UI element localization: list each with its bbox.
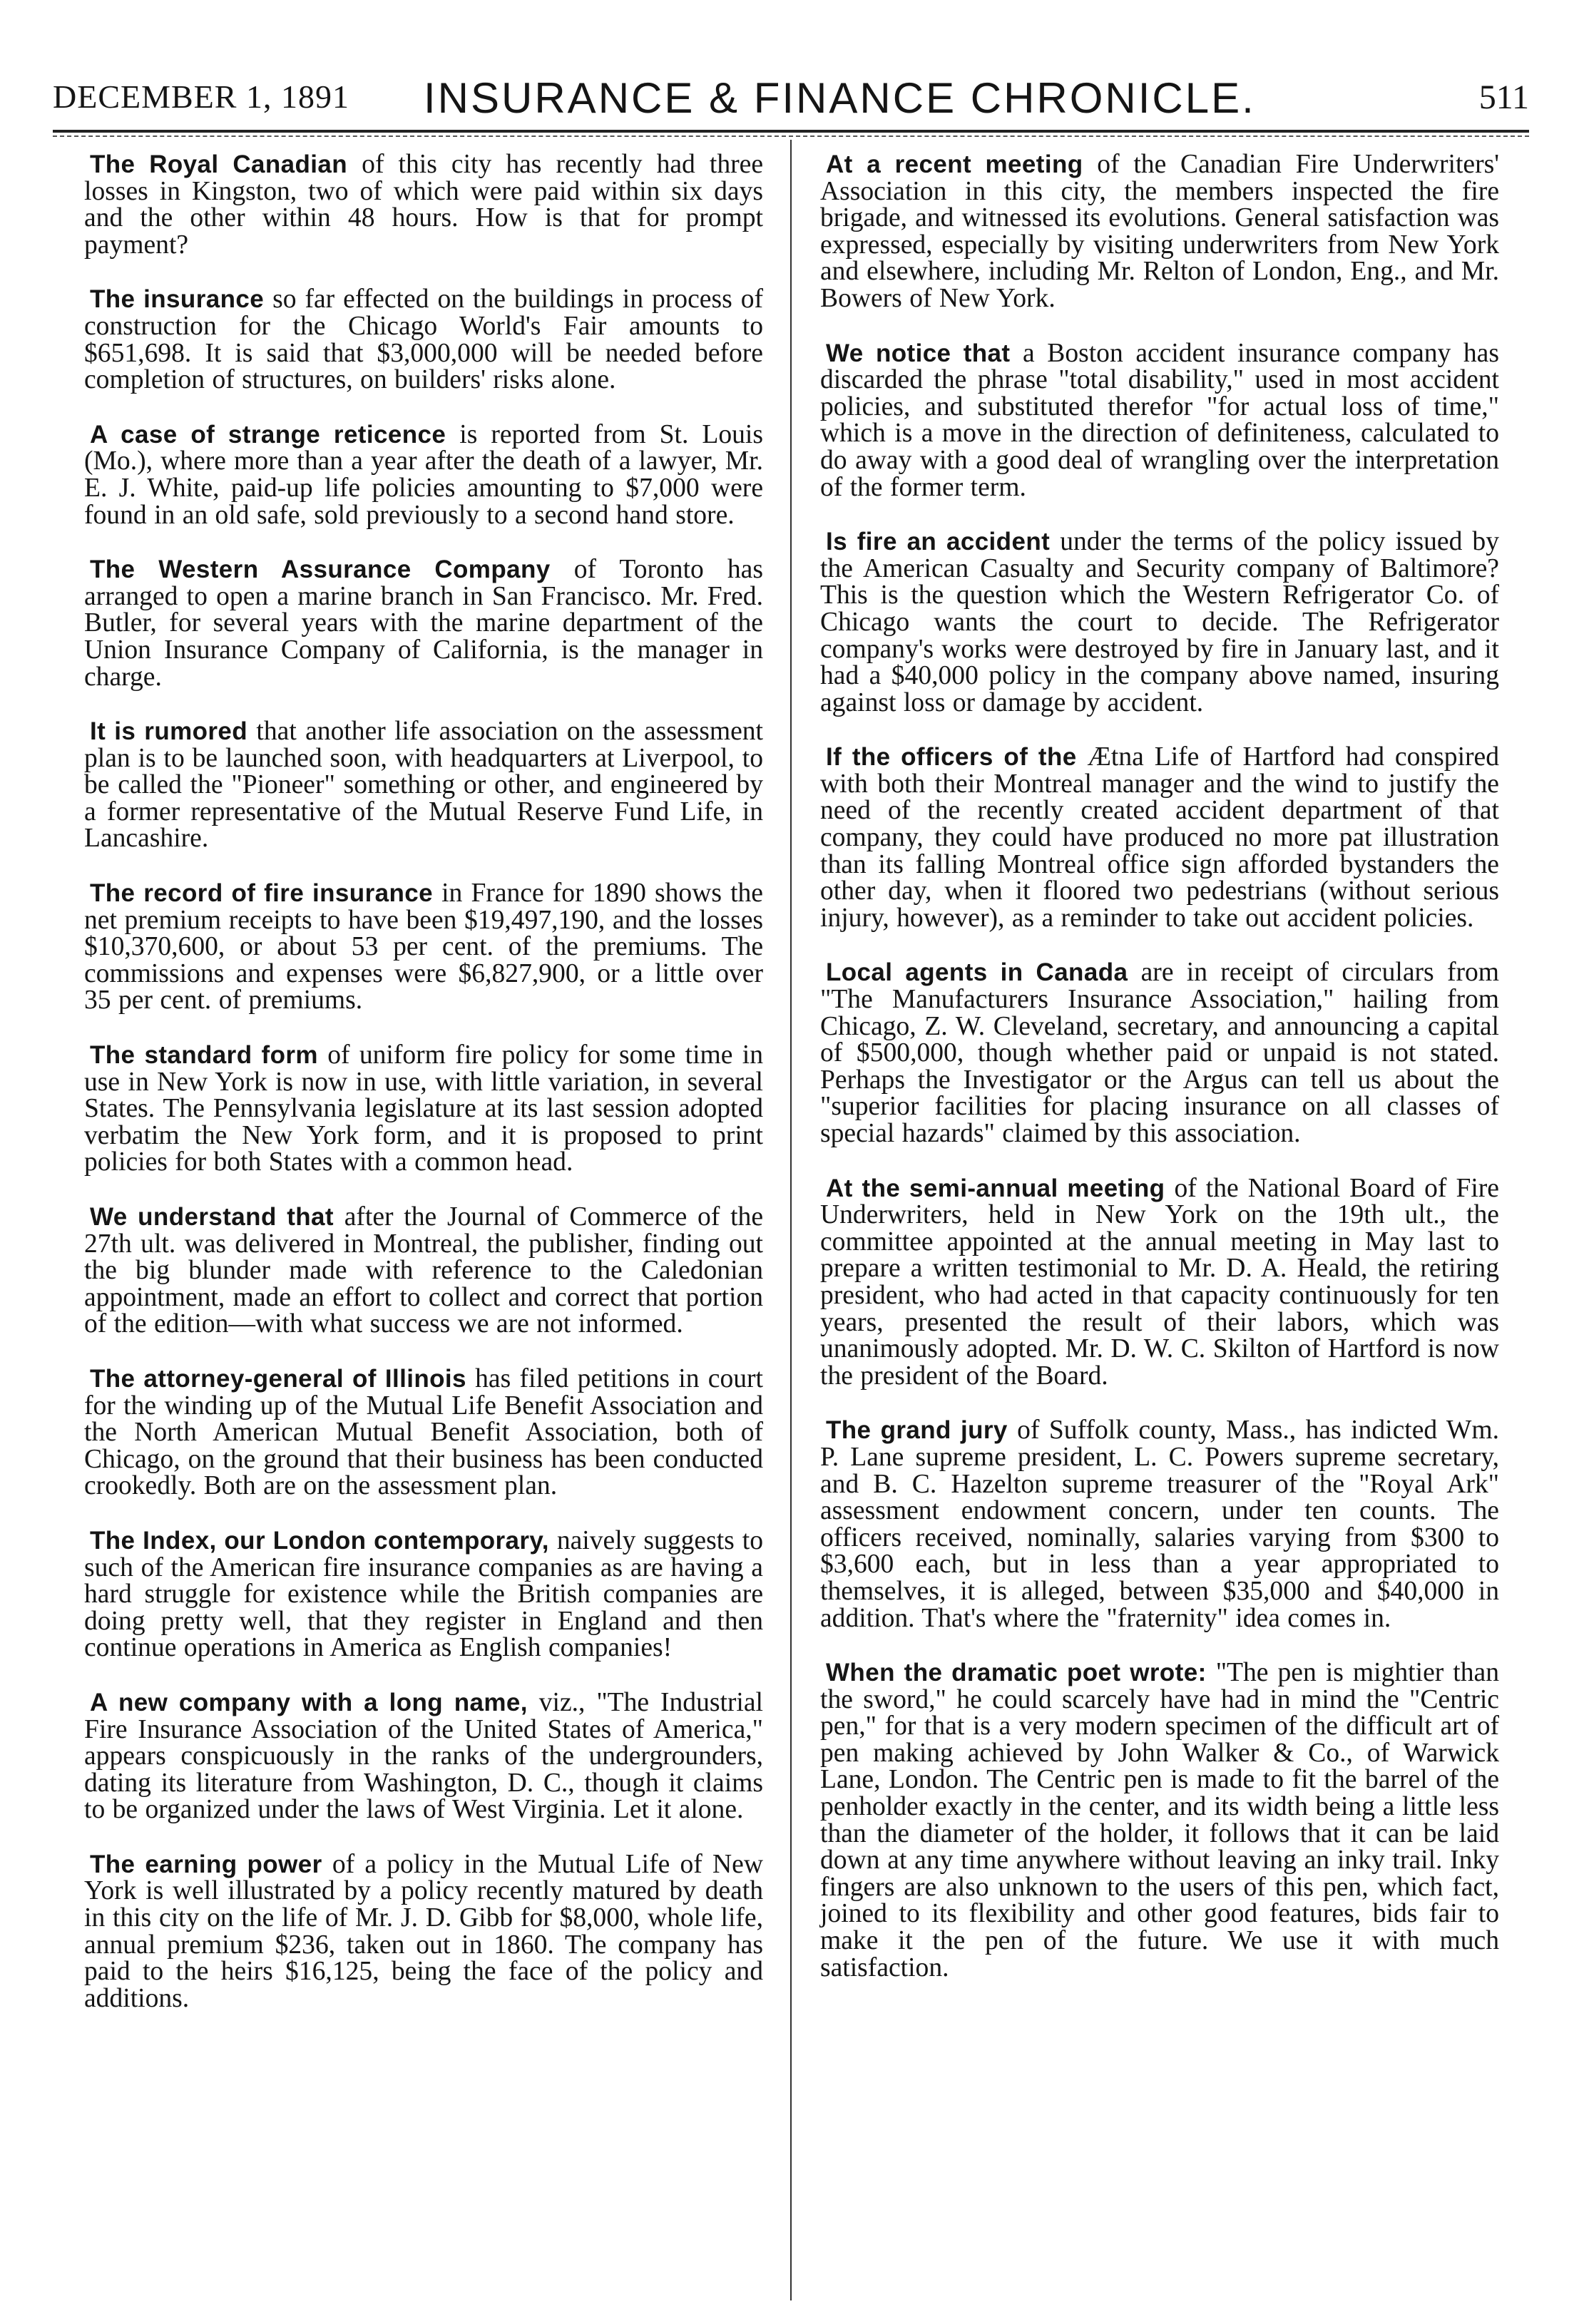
news-item-lead: At a recent meeting [826, 150, 1083, 178]
news-item-body: of the Canadian Fire Underwriters' Association in this city, the members inspected the fire brigade, and witnessed its evolutions. General satisfaction was expressed, especially by visiting underwriters from New York and elsewhere, including Mr. Relton of London, Eng., and Mr. Bowers of New York. [820, 150, 1499, 313]
column-divider [790, 140, 792, 2300]
news-item-body: Ætna Life of Hartford had conspired with both their Montreal manager and the wind to justify the need of the recently created accident department of that company, they could have produced no more pat illustration than its falling Montreal office sign afforded bystanders the other day, when it floored two pedestrians (without serious injury, however), as a reminder to take out accident policies. [820, 742, 1499, 933]
news-item-body: so far effected on the buildings in process of construction for the Chicago World's Fair amounts to $651,698. It is said that $3,000,000 will be needed before completion of structures, on builders' risks alone. [84, 285, 763, 395]
news-item-lead: The record of fire insurance [90, 879, 433, 908]
page-number: 511 [1478, 78, 1529, 116]
news-item-lead: Is fire an accident [826, 528, 1051, 556]
news-item [820, 340, 1499, 501]
news-item-body: that another life association on the assessment plan is to be launched soon, with headquarters at Liverpool, to be called the "Pioneer" something or other, and engineered by a former representative of the Mutual Reserve Fund Life, in Lancashire. [84, 717, 763, 854]
news-item-lead: We notice that [826, 339, 1011, 367]
news-item-lead: When the dramatic poet wrote: [826, 1659, 1207, 1687]
news-item-body: a Boston accident insurance company has discarded the phrase "total disability," used in most accident policies, and substituted therefor "for actual loss of time," which is a move in the direction of definiteness, calculated to do away with a good deal of wrangling over the interpretation of the former term. [820, 338, 1499, 502]
news-item [84, 1689, 763, 1823]
news-item [820, 1175, 1499, 1390]
news-item-lead: The standard form [90, 1041, 318, 1070]
news-item [820, 1659, 1499, 1981]
news-item-body: in France for 1890 shows the net premium receipts to have been $19,497,190, and the losses $10,370,600, or about 53 per cent. of the premiums. The commissions and expenses were $6,827,900, or a little over 35 per cent. of premiums. [84, 879, 763, 1015]
publication-title: INSURANCE & FINANCE CHRONICLE. [424, 74, 1256, 122]
news-item-body: of this city has recently had three losses in Kingston, two of which were paid within six days and the other within 48 hours. How is that for prompt payment? [84, 150, 763, 260]
news-item-body: of the National Board of Fire Underwriters, held in New York on the 19th ult., the committee appointed at the annual meeting in May last to prepare a written testimonial to Mr. D. A. Heald, the retiring president, who had acted in that capacity continuously for ten years, presented the result of their labors, which was unanimously adopted. Mr. D. W. C. Skilton of Hartford is now the president of the Board. [820, 1173, 1499, 1391]
news-item [820, 744, 1499, 931]
news-item-lead: The earning power [90, 1850, 322, 1878]
news-item [84, 151, 763, 258]
news-item-body: has filed petitions in court for the winding up of the Mutual Life Benefit Association and the North American Mutual Benefit Association, both of Chicago, on the ground that their business has been conducted crookedly. Both are on the assessment plan. [84, 1363, 763, 1501]
news-item [84, 1527, 763, 1662]
news-item-lead: A new company with a long name, [90, 1688, 528, 1716]
masthead [53, 73, 1529, 135]
news-item [84, 1363, 763, 1501]
news-item [84, 286, 763, 393]
news-item [820, 1417, 1499, 1632]
masthead-dashed-rule [53, 135, 1529, 137]
news-item-lead: The Royal Canadian [90, 150, 348, 178]
news-item [84, 1204, 763, 1338]
news-item-lead: It is rumored [90, 717, 248, 746]
news-item [84, 421, 763, 528]
news-item-lead: The grand jury [826, 1416, 1008, 1445]
left-column [84, 151, 763, 2039]
news-item [84, 880, 763, 1014]
news-item-lead: At the semi-annual meeting [826, 1174, 1165, 1202]
news-item-lead: The Index, our London contemporary, [90, 1526, 549, 1555]
news-item [84, 556, 763, 690]
news-item-body: are in receipt of circulars from "The Manufacturers Insurance Association," hailing from Chicago, Z. W. Cleveland, secretary, and announcing a capital of $500,000, though whether paid or unpaid is not stated. Perhaps the Investigator or the Argus can tell us about the "superior facilities for placing insurance on all classes of special hazards" claimed by this association. [820, 958, 1499, 1148]
news-item [84, 1042, 763, 1176]
news-item-body: "The pen is mightier than the sword," he could scarcely have had in mind the "Centric pen," for that is a very modern specimen of the difficult art of pen making achieved by John Walker & Co., of Warwick Lane, London. The Centric pen is made to fit the barrel of the penholder exactly in the center, and its width being a little less than the diameter of the holder, it follows that it can be laid down at any time anywhere without leaving an inky trail. Inky fingers are also unknown to the users of this pen, which fact, joined to its flexibility and other good features, bids fair to make it the pen of the future. We use it with much satisfaction. [820, 1658, 1500, 1982]
news-item-lead: The insurance [90, 285, 265, 314]
news-item-lead: The attorney-general of Illinois [90, 1364, 466, 1393]
news-item-body: of Suffolk county, Mass., has indicted Wm. P. Lane supreme president, L. C. Powers supreme secretary, and B. C. Hazelton supreme treasurer of the "Royal Ark" assessment endowment concern, under ten counts. The officers received, nominally, salaries varying from $300 to $3,600 each, but in less than a year appropriated to themselves, it is alleged, between $35,000 and $40,000 in addition. That's where the "fraternity" idea comes in. [820, 1416, 1499, 1633]
news-item-body: of Toronto has arranged to open a marine branch in San Francisco. Mr. Fred. Butler, for several years with the marine department of the Union Insurance Company of California, is the manager in charge. [84, 555, 763, 692]
news-item-lead: The Western Assurance Company [90, 556, 551, 584]
news-item [820, 528, 1499, 716]
news-item [84, 718, 763, 852]
news-item-body: naively suggests to such of the American fire insurance companies as are having a hard struggle for existence while the British companies are doing pretty well, that they register in England and then continue operations in America as English companies! [84, 1525, 763, 1663]
news-item-lead: We understand that [90, 1203, 334, 1231]
news-item [84, 1851, 763, 2012]
masthead-rule [53, 130, 1529, 133]
news-item-body: of uniform fire policy for some time in use in New York is now in use, with little variation, in several States. The Pennsylvania legislature at its last session adopted verbatim the New York form, and it is proposed to print policies for both States with a common head. [84, 1040, 763, 1177]
issue-date: DECEMBER 1, 1891 [53, 78, 349, 115]
news-item-body: after the Journal of Commerce of the 27th ult. was delivered in Montreal, the publisher, finding out the big blunder made with reference to the Caledonian appointment, made an effort to collect and correct that portion of the edition—with what success we are not informed. [84, 1202, 763, 1339]
news-item-body: viz., "The Industrial Fire Insurance Association of the United States of America," appears conspicuously in the ranks of the undergrounders, dating its literature from Washington, D. C., though it claims to be organized under the laws of West Virginia. Let it alone. [84, 1687, 763, 1825]
news-item [820, 959, 1499, 1147]
news-item [820, 151, 1499, 312]
news-item-lead: If the officers of the [826, 743, 1077, 772]
news-item-body: is reported from St. Louis (Mo.), where more than a year after the death of a lawyer, Mr. E. J. White, paid-up life policies amounting to $7,000 were found in an old safe, sold previously to a second hand store. [84, 419, 763, 530]
news-item-lead: Local agents in Canada [826, 958, 1128, 987]
news-item-body: under the terms of the policy issued by the American Casualty and Security company of Baltimore? This is the question which the Western Refrigerator Co. of Chicago wants the court to decide. The Refrigerator company's works were destroyed by fire in January last, and it had a $40,000 policy in the company above named, insuring against loss or damage by accident. [820, 527, 1499, 717]
news-item-lead: A case of strange reticence [90, 420, 446, 449]
news-item-body: of a policy in the Mutual Life of New York is well illustrated by a policy recently matured by death in this city on the life of Mr. J. D. Gibb for $8,000, whole life, annual premium $236, taken out in 1860. The company has paid to the heirs $16,125, being the face of the policy and additions. [84, 1849, 763, 2013]
right-column [820, 151, 1499, 2009]
